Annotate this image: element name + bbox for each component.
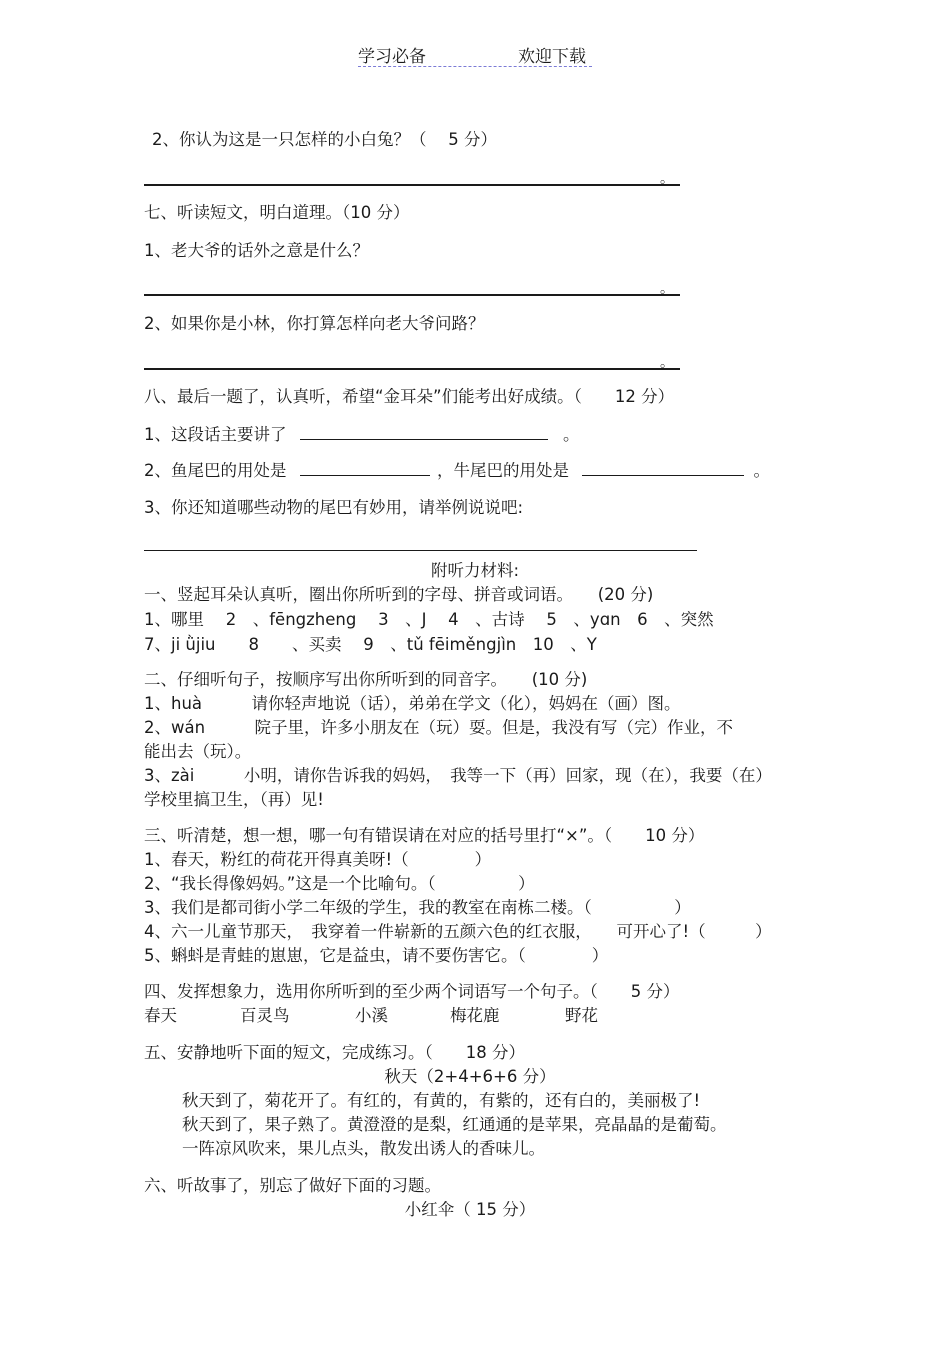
q8-title: 八、最后一题了，认真听，希望“金耳朵”们能考出好成绩。（ 12 分） (144, 387, 675, 406)
section-2-line-3: 能出去（玩）。 (144, 742, 252, 761)
section-5-paragraph-2: 秋天到了，果子熟了。黄澄澄的是梨，红通通的是苹果，亮晶晶的是葡萄。 (182, 1115, 727, 1134)
section-4-title: 四、发挥想象力，选用你所听到的至少两个词语写一个句子。（ 5 分） (144, 982, 680, 1001)
q8-q1-suffix: 。 (563, 425, 580, 444)
section-5-title: 五、安静地听下面的短文，完成练习。（ 18 分） (144, 1043, 525, 1062)
q8-q2-part-c: 。 (753, 461, 770, 480)
q8-q1-prefix: 1、这段话主要讲了 (144, 425, 287, 444)
answer-line[interactable] (144, 550, 697, 551)
section-3-line-2: 2、“我长得像妈妈。”这是一个比喻句。（ ） (144, 874, 535, 893)
header-right-text: 欢迎下载 (518, 47, 586, 67)
q6-question-2: 2、你认为这是一只怎样的小白兔？（ 5 分） (152, 130, 497, 149)
section-3-title: 三、听清楚，想一想，哪一句有错误请在对应的括号里打“×”。（ 10 分） (144, 826, 705, 845)
section-4-word-5: 野花 (565, 1006, 598, 1025)
section-1-row-2: 7、ji ǜjiu 8 、买卖 9 、tǔ fēiměngjìn 10 、Y (144, 635, 597, 654)
section-1-row-1: 1、哪里 2 、fēngzheng 3 、J 4 、古诗 5 、yɑn 6 、突然 (144, 610, 714, 629)
q7-question-1: 1、老大爷的话外之意是什么？ (144, 241, 369, 260)
section-4-word-3: 小溪 (355, 1006, 388, 1025)
section-3-line-4: 4、六一儿童节那天， 我穿着一件崭新的五颜六色的红衣服， 可开心了!（ ） (144, 922, 772, 941)
answer-period: 。 (660, 355, 674, 371)
section-2-line-1: 1、huà 请你轻声地说（话），弟弟在学文（化），妈妈在（画）图。 (144, 694, 681, 713)
section-2-line-4: 3、zài 小明，请你告诉我的妈妈， 我等一下（再）回家，现（在），我要（在） (144, 766, 772, 785)
section-2-line-5: 学校里搞卫生，（再）见! (144, 790, 324, 809)
q8-q2-part-a: 2、鱼尾巴的用处是 (144, 461, 287, 480)
answer-period: 。 (660, 281, 674, 297)
section-6-subtitle: 小红伞（ 15 分） (404, 1200, 536, 1219)
q8-question-3: 3、你还知道哪些动物的尾巴有妙用，请举例说说吧: (144, 498, 524, 517)
section-3-line-5: 5、蝌蚪是青蛙的崽崽，它是益虫，请不要伤害它。（ ） (144, 946, 609, 965)
section-2-line-2: 2、wán 院子里，许多小朋友在（玩）耍。但是，我没有写（完）作业，不 (144, 718, 734, 737)
fill-blank[interactable] (300, 461, 430, 476)
q7-question-2: 2、如果你是小林，你打算怎样向老大爷问路？ (144, 314, 485, 333)
header-left-text: 学习必备 (358, 47, 426, 67)
section-3-line-1: 1、春天，粉红的荷花开得真美呀!（ ） (144, 850, 492, 869)
appendix-title: 附听力材料: (430, 561, 520, 580)
q8-question-1 (144, 425, 580, 445)
q7-title: 七、听读短文，明白道理。（10 分） (144, 203, 410, 222)
section-4-word-4: 梅花鹿 (450, 1006, 500, 1025)
answer-line[interactable] (144, 294, 680, 296)
answer-line[interactable] (144, 368, 680, 370)
section-1-title: 一、竖起耳朵认真听，圈出你所听到的字母、拼音或词语。 (20 分) (144, 585, 654, 604)
fill-blank[interactable] (582, 461, 744, 476)
q8-question-2 (144, 461, 770, 481)
fill-blank[interactable] (300, 425, 548, 440)
section-5-subtitle: 秋天（2+4+6+6 分） (384, 1067, 556, 1086)
section-4-word-2: 百灵鸟 (240, 1006, 290, 1025)
section-6-title: 六、听故事了，别忘了做好下面的习题。 (144, 1176, 441, 1195)
q8-q2-part-b: ，牛尾巴的用处是 (437, 461, 569, 480)
section-4-word-1: 春天 (144, 1006, 177, 1025)
section-5-paragraph-3: 一阵凉风吹来，果儿点头，散发出诱人的香味儿。 (182, 1139, 545, 1158)
answer-line[interactable] (144, 184, 680, 186)
page-header (358, 42, 592, 67)
section-2-title: 二、仔细听句子，按顺序写出你所听到的同音字。 (10 分) (144, 670, 588, 689)
answer-period: 。 (660, 171, 674, 187)
section-5-paragraph-1: 秋天到了，菊花开了。有红的，有黄的，有紫的，还有白的，美丽极了! (182, 1091, 701, 1110)
section-3-line-3: 3、我们是都司街小学二年级的学生，我的教室在南栋二楼。（ ） (144, 898, 691, 917)
